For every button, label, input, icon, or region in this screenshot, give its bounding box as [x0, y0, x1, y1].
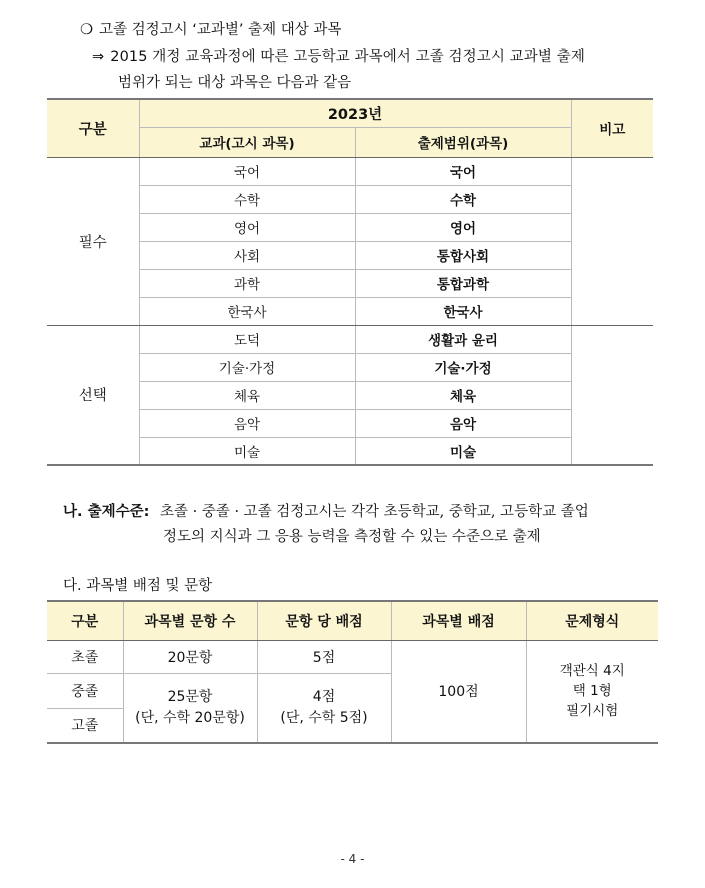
count-elementary: 20문항: [123, 641, 257, 674]
subject-cell: 체육: [139, 381, 355, 409]
header-group: 구분: [47, 99, 139, 157]
group-elective: 선택: [47, 325, 139, 465]
header-range: 출제범위(과목): [355, 127, 571, 157]
header-subject-points: 과목별 배점: [391, 601, 526, 641]
header-category: 구분: [47, 601, 123, 641]
points-line-2: (단, 수학 5점): [280, 709, 368, 726]
range-cell: 통합과학: [355, 269, 571, 297]
format-line-2: 택 1형: [572, 683, 612, 700]
subject-cell: 과학: [139, 269, 355, 297]
range-cell: 영어: [355, 213, 571, 241]
header-points-per-question: 문항 당 배점: [257, 601, 391, 641]
section-heading: [80, 18, 341, 39]
count-line-2: (단, 수학 20문항): [135, 709, 245, 726]
range-cell: 수학: [355, 185, 571, 213]
exam-level-label: 나. 출제수준:: [63, 504, 150, 520]
circle-bullet-icon: ❍: [80, 22, 93, 38]
category-elementary: 초졸: [47, 641, 123, 674]
header-year: 2023년: [139, 99, 571, 127]
scoring-section-title: 다. 과목별 배점 및 문항: [63, 578, 213, 594]
category-high: 고졸: [47, 709, 123, 743]
category-middle: 중졸: [47, 674, 123, 709]
subject-cell: 미술: [139, 437, 355, 465]
description-line-2: 범위가 되는 대상 과목은 다음과 같음: [118, 75, 352, 91]
description-line-1: 2015 개정 교육과정에 따른 고등학교 과목에서 고졸 검정고시 교과별 출제: [110, 49, 585, 65]
subjects-table: [47, 98, 653, 466]
subject-cell: 기술·가정: [139, 353, 355, 381]
header-question-format: 문제형식: [526, 601, 658, 641]
range-cell: 체육: [355, 381, 571, 409]
format-line-3: 필기시험: [566, 703, 619, 720]
table-row: [47, 641, 658, 674]
header-question-count: 과목별 문항 수: [123, 601, 257, 641]
page-number: - 4 -: [340, 852, 365, 866]
heading-title: 고졸 검정고시 ‘교과별’ 출제 대상 과목: [99, 22, 342, 38]
note-cell: [571, 325, 653, 465]
subject-cell: 도덕: [139, 325, 355, 353]
subject-cell: 국어: [139, 157, 355, 185]
format-line-1: 객관식 4지: [559, 663, 625, 680]
range-cell: 통합사회: [355, 241, 571, 269]
exam-level-line-1: 초졸 · 중졸 · 고졸 검정고시는 각각 초등학교, 중학교, 고등학교 졸업: [160, 504, 589, 520]
total-points: 100점: [391, 641, 526, 743]
exam-level-line-2: 정도의 지식과 그 응용 능력을 측정할 수 있는 수준으로 출제: [163, 529, 541, 545]
range-cell: 음악: [355, 409, 571, 437]
range-cell: 기술·가정: [355, 353, 571, 381]
note-cell: [571, 157, 653, 325]
header-subject: 교과(고시 과목): [139, 127, 355, 157]
subject-cell: 수학: [139, 185, 355, 213]
scoring-table: [47, 600, 658, 744]
range-cell: 미술: [355, 437, 571, 465]
points-line-1: 4점: [312, 688, 336, 705]
subject-cell: 한국사: [139, 297, 355, 325]
subject-cell: 사회: [139, 241, 355, 269]
points-middle-high: [257, 674, 391, 743]
range-cell: 국어: [355, 157, 571, 185]
heading-description: [92, 45, 585, 66]
group-required: 필수: [47, 157, 139, 325]
arrow-icon: ⇒: [92, 49, 105, 65]
count-middle-high: [123, 674, 257, 743]
table-row: [47, 325, 653, 353]
subject-cell: 음악: [139, 409, 355, 437]
subject-cell: 영어: [139, 213, 355, 241]
points-elementary: 5점: [257, 641, 391, 674]
header-note: 비고: [571, 99, 653, 157]
question-format: [526, 641, 658, 743]
range-cell: 한국사: [355, 297, 571, 325]
count-line-1: 25문항: [167, 688, 213, 705]
exam-level-paragraph: [63, 500, 589, 521]
table-row: [47, 157, 653, 185]
range-cell: 생활과 윤리: [355, 325, 571, 353]
